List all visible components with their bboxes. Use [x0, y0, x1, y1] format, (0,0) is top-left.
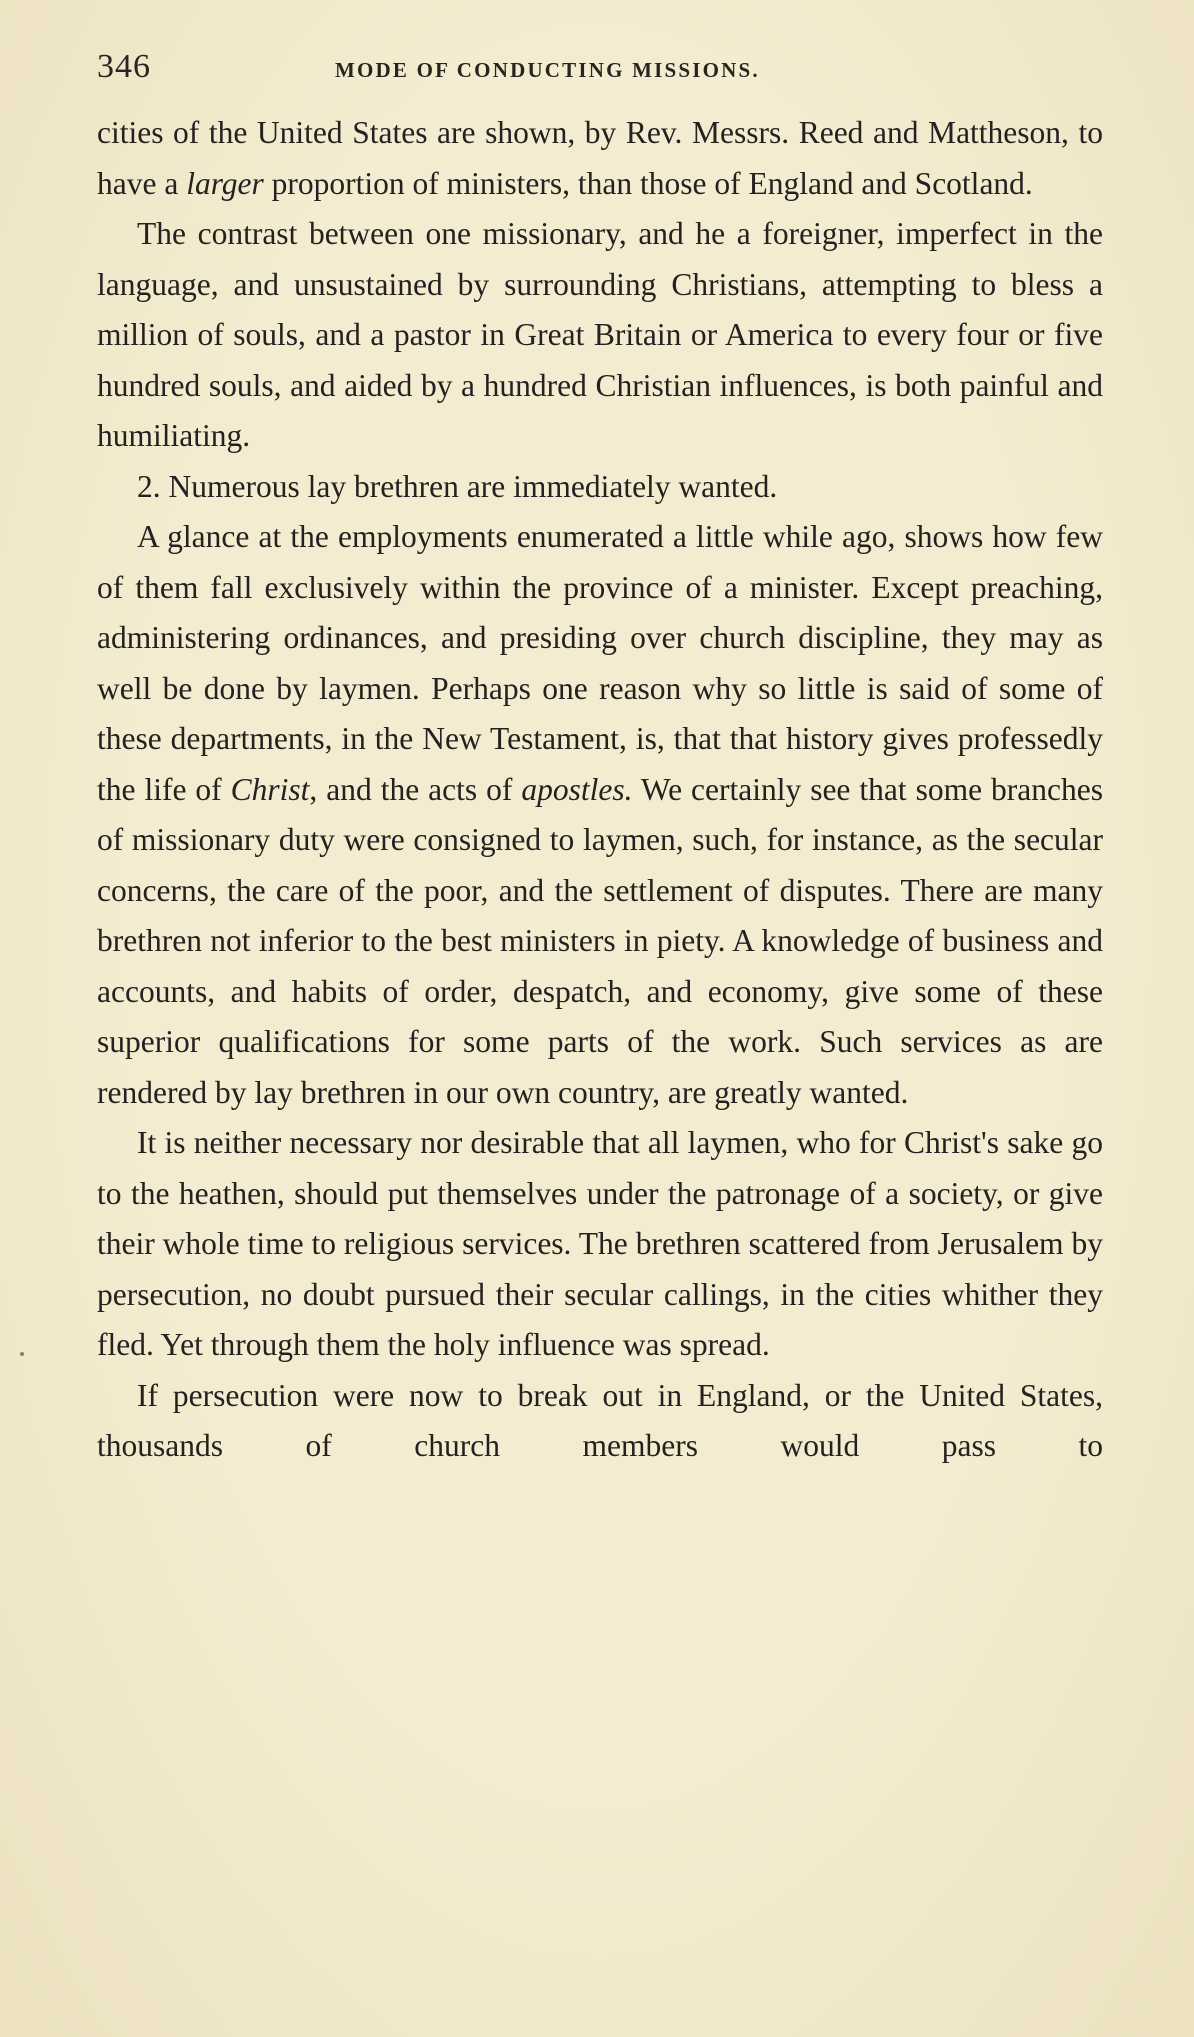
text-span: proportion of ministers, than those of England and Scotland.	[263, 165, 1033, 201]
page-number: 346	[97, 48, 151, 85]
paragraph	[97, 512, 1103, 1118]
margin-speck	[20, 1352, 24, 1356]
paragraph	[97, 1371, 1103, 1472]
paragraph	[97, 108, 1103, 209]
text-span: cities of the United States are shown, by Rev. Messrs. Reed and Mattheson, to have a	[97, 115, 1103, 201]
running-head: MODE OF CONDUCTING MISSIONS.	[335, 58, 760, 82]
page-header	[97, 48, 1107, 92]
text-span: It is neither necessary nor desirable that all laymen, who for Christ's sake go to the heathen, should put themselves under the patronage of a society, or give their whole time to religious services. The brethren scattered from Jerusalem by persecution, no doubt pursued their secular callings, in the cities whither they fled. Yet through them the holy influence was spread.	[97, 1125, 1103, 1362]
paragraph	[97, 209, 1103, 462]
body-text	[97, 108, 1103, 1472]
text-span: If persecution were now to break out in England, or the United States, thousands of church members would pass to	[97, 1377, 1103, 1463]
paragraph	[97, 1118, 1103, 1371]
text-span: We certainly see that some branches of missionary duty were consigned to laymen, such, for instance, as the secular concerns, the care of the poor, and the settlement of disputes. There are many brethren not inferior to the best ministers in piety. A knowledge of business and accounts, and habits of order, despatch, and economy, give some of these superior qualifications for some parts of the work. Such services as are rendered by lay brethren in our own country, are greatly wanted.	[97, 771, 1103, 1110]
italic-text: Christ	[230, 771, 310, 807]
italic-text: apostles.	[521, 771, 633, 807]
text-span: , and the acts of	[309, 771, 522, 807]
text-span: A glance at the employments enumerated a little while ago, shows how few of them fall exclusively within the province of a minister. Except preaching, administering ordinances, and presiding over church discipline, they may as well be done by laymen. Perhaps one reason why so little is said of some of these departments, in the New Testament, is, that that history gives professedly the life of	[97, 519, 1103, 807]
italic-text: larger	[186, 165, 264, 201]
numbered-heading	[97, 462, 1103, 513]
text-span: The contrast between one missionary, and he a foreigner, imperfect in the language, and unsustained by surrounding Christians, attempting to bless a million of souls, and a pastor in Great Britain or America to every four or five hundred souls, and aided by a hundred Christian influences, is both painful and humiliating.	[97, 216, 1103, 453]
text-span: 2. Numerous lay brethren are immediately wanted.	[137, 468, 778, 504]
